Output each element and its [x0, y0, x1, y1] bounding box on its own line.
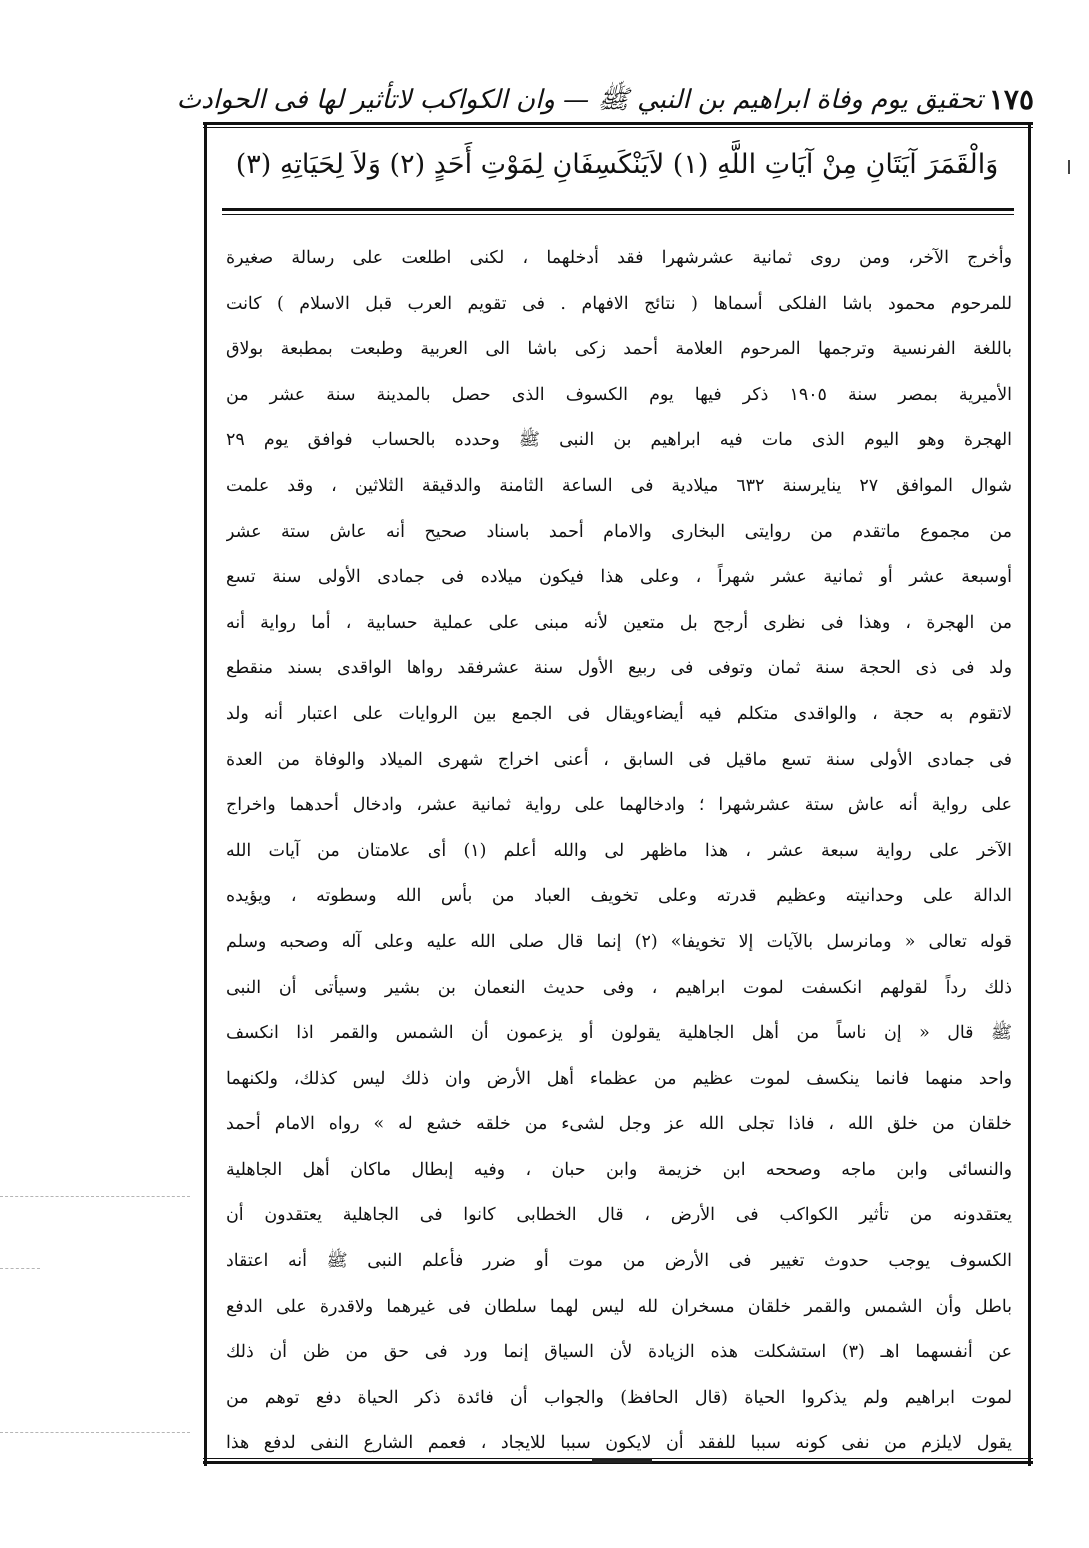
page-number: ١٧٥: [988, 83, 1034, 116]
text-line: وأخرج الآخر، ومن روى ثمانية عشرشهرا فقد أدخلهما ، لكنى اطلعت على رسالة صغيرة: [226, 248, 1012, 268]
text-line: الكسوف يوجب حدوث تغيير فى الأرض من موت أو ضرر فأعلم النبى ﷺ أنه اعتقاد: [226, 1251, 1012, 1272]
scan-margin-line: [0, 1268, 40, 1269]
text-line: باللغة الفرنسية وترجمها المرحوم العلامة أحمد زكى باشا الى العربية وطبعت بمطبعة بولاق: [226, 339, 1012, 360]
text-line: لاتقوم به حجة ، والواقدى متكلم فيه أيضاءويقال فى الجمع بين الروايات على اعتبار أنه ولد: [226, 703, 1012, 724]
text-line: ﷺ قال « إن ناساً من أهل الجاهلية يقولون أو يزعمون أن الشمس والقمر اذا انكسف: [226, 1023, 1012, 1044]
commentary-text: [226, 236, 1012, 1467]
text-line: ذلك رداً لقولهم انكسفت لموت ابراهيم ، وفى حديث النعمان بن بشير وسيأتى أن النبى: [226, 977, 1012, 998]
text-line: شوال الموافق ٢٧ ينايرسنة ٦٣٢ ميلادية فى الساعة الثامنة والدقيقة الثلاثين ، وقد علمت: [226, 475, 1012, 496]
text-line: عن أنفسهما اهـ (٣) استشكلت هذه الزيادة لأن السياق إنما ورد فى حق من ظن أن ذلك: [226, 1342, 1012, 1363]
bottom-ornament: [592, 1458, 652, 1463]
text-line: الهجرة وهو اليوم الذى مات فيه ابراهيم بن النبى ﷺ وحدده بالحساب فوافق يوم ٢٩: [226, 430, 1012, 451]
scan-margin-line: [0, 1432, 190, 1433]
text-line: باطل وأن الشمس والقمر خلقان مسخران لله ليس لهما سلطان فى غيرهما ولاقدرة على الدفع: [226, 1296, 1012, 1317]
text-line: ولد فى ذى الحجة سنة ثمان وتوفى فى ربيع الأول سنة عشرفقد رواها الواقدى بسند منقطع: [226, 658, 1012, 679]
hadith-text-line: وَالْقَمَرَ آيَتَانِ مِنْ آيَاتِ اللَّهِ (١) لاَيَنْكَسِفَانِ لِمَوْتِ أَحَدٍ (٢) وَلاَ لِحَيَاتِهِ (٣): [235, 149, 999, 180]
header-title: تحقيق يوم وفاة ابراهيم بن النبي ﷺ — وان الكواكب لاتأثير لها فى الحوادث: [176, 85, 983, 115]
hadith-divider: [222, 208, 1014, 215]
text-line: قوله تعالى « ومانرسل بالآيات إلا تخويفا» (٢) إنما قال صلى الله عليه وعلى آله وصحبه وسلم: [226, 931, 1012, 952]
text-line: الدالة على وحدانيته وعظيم قدرته وعلى تخويف العباد من بأس الله وسطوته ، ويؤيده: [226, 886, 1012, 907]
running-header: [176, 80, 1034, 120]
text-line: واحد منهما فانما ينكسف لموت عظيم من عظماء أهل الأرض وان ذلك ليس كذلك، ولكنهما: [226, 1068, 1012, 1089]
text-line: من الهجرة ، وهذا فى نظرى أرجح بل متعين لأنه مبنى على عملية حسابية ، أما رواية أنه: [226, 612, 1012, 633]
text-line: فى جمادى الأولى سنة تسع ماقيل فى السابق ، أعنى اخراج شهرى الميلاد والوفاة من العدة: [226, 749, 1012, 770]
text-line: والنسائى وابن ماجه وصححه ابن خزيمة وابن حبان ، وفيه إبطال ماكان أهل الجاهلية: [226, 1159, 1012, 1180]
text-line: يعتقدونه من تأثير الكواكب فى الأرض ، قال الخطابى كانوا فى الجاهلية يعتقدون أن: [226, 1205, 1012, 1226]
text-line: من مجموع ماتقدم من روايتى البخارى والامام أحمد باسناد صحيح أنه عاش ستة عشر: [226, 521, 1012, 542]
scan-margin-line: [0, 1196, 190, 1197]
scan-edge-mark: [1068, 160, 1076, 174]
text-line: على رواية أنه عاش ستة عشرشهرا ؛ وادخالهما على رواية ثمانية عشر، وادخال أحدهما واخراج: [226, 795, 1012, 816]
text-line: للمرحوم محمود باشا الفلكى أسماها ( نتائج الافهام . فى تقويم العرب قبل الاسلام ) كانت: [226, 293, 1012, 314]
text-line: لموت ابراهيم ولم يذكروا الحياة (قال الحافظ) والجواب أن فائدة ذكر الحياة دفع توهم من: [226, 1387, 1012, 1408]
text-line: خلقان من خلق الله ، فاذا تجلى الله عز وجل لشىء من خلقه خشع له » رواه الامام أحمد: [226, 1114, 1012, 1135]
text-line: الأميرية بمصر سنة ١٩٠٥ ذكر فيها يوم الكسوف الذى حصل بالمدينة سنة عشر من: [226, 384, 1012, 405]
text-line: الآخر على رواية سبعة عشر ، هذا ماظهر لى والله أعلم (١) أى علامتان من آيات الله: [226, 840, 1012, 861]
text-line: يقول لايلزم من نفى كونه سببا للفقد أن لايكون سببا للايجاد ، فعمم الشارع النفى لدفع هذا: [226, 1433, 1012, 1454]
text-line: أوسبعة عشر أو ثمانية عشر شهراً ، وعلى هذا فيكون ميلاده فى جمادى الأولى سنة تسع: [226, 567, 1012, 588]
